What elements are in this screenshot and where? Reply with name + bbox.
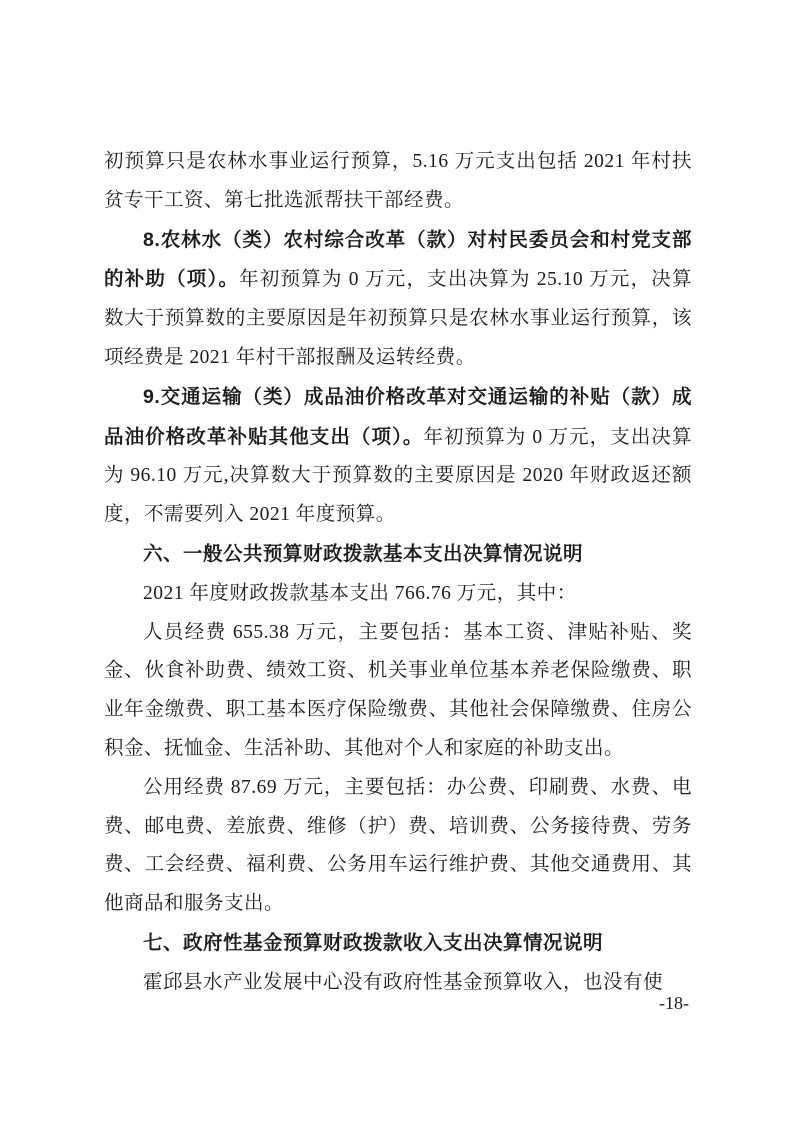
text-run: 霍邱县水产业发展中心没有政府性基金预算收入，也没有使 bbox=[143, 971, 664, 993]
document-content bbox=[104, 143, 692, 1003]
section-heading bbox=[104, 535, 692, 575]
text-run: 公用经费 87.69 万元，主要包括：办公费、印刷费、水费、电费、邮电费、差旅费、维修（护）费、培训费、公务接待费、劳务费、工会经费、福利费、公务用车运行维护费、其他交通费用、其他商品和服务支出。 bbox=[104, 776, 692, 915]
page-number: -18- bbox=[659, 993, 689, 1013]
paragraph bbox=[104, 378, 692, 535]
paragraph bbox=[104, 575, 692, 614]
text-run: 人员经费 655.38 万元，主要包括：基本工资、津贴补贴、奖金、伙食补助费、绩效工资、机关事业单位基本养老保险缴费、职业年金缴费、职工基本医疗保险缴费、其他社会保障缴费、住房公积金、抚恤金、生活补助、其他对个人和家庭的补助支出。 bbox=[104, 621, 692, 759]
section-heading bbox=[104, 924, 692, 964]
paragraph bbox=[104, 221, 692, 378]
bold-text-run: 七、政府性基金预算财政拨款收入支出决算情况说明 bbox=[143, 931, 604, 954]
text-run: 初预算只是农林水事业运行预算，5.16 万元支出包括 2021 年村扶贫专干工资、第七批选派帮扶干部经费。 bbox=[104, 151, 692, 211]
bold-text-run: 8.农林水（类）农村综合改革（款）对村民委员会和村党支部的补助（项）。 bbox=[104, 228, 692, 291]
text-run: 2021 年度财政拨款基本支出 766.76 万元，其中： bbox=[143, 582, 577, 604]
bold-text-run: 9.交通运输（类）成品油价格改革对交通运输的补贴（款）成品油价格改革补贴其他支出（项）。 bbox=[104, 385, 692, 448]
text-run: 年初预算为 0 万元，支出决算为 25.10 万元，决算数大于预算数的主要原因是年初预算只是农林水事业运行预算，该项经费是 2021 年村干部报酬及运转经费。 bbox=[104, 269, 692, 368]
bold-text-run: 六、一般公共预算财政拨款基本支出决算情况说明 bbox=[143, 542, 584, 565]
paragraph bbox=[104, 143, 692, 221]
text-run: 年初预算为 0 万元，支出决算为 96.10 万元,决算数大于预算数的主要原因是 2020 年财政返还额度，不需要列入 2021 年度预算。 bbox=[104, 426, 692, 526]
paragraph bbox=[104, 614, 692, 769]
paragraph bbox=[104, 769, 692, 924]
paragraph bbox=[104, 964, 692, 1003]
